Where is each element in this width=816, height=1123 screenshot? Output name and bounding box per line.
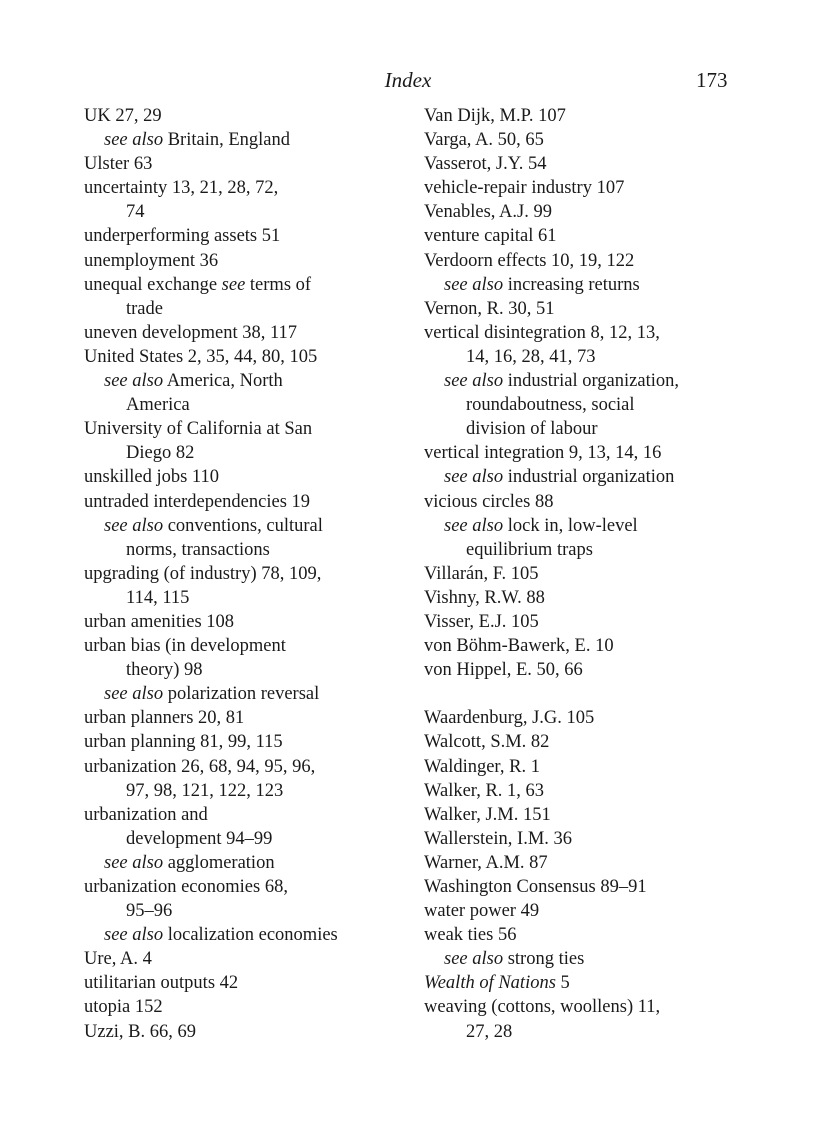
index-entry: vicious circles 88	[424, 491, 554, 512]
index-entry: utopia 152	[84, 997, 163, 1018]
index-entry: underperforming assets 51	[84, 226, 281, 247]
index-cross-reference: see also America, North	[104, 371, 283, 392]
index-entry-italic-title: Wealth of Nations 5	[424, 973, 570, 994]
index-entry: Ulster 63	[84, 154, 153, 175]
index-entry: Waardenburg, J.G. 105	[424, 708, 595, 729]
index-cross-reference: see also lock in, low-level	[444, 515, 638, 536]
index-entry: weaving (cottons, woollens) 11,	[424, 997, 661, 1018]
index-entry: unequal exchange see terms of	[84, 274, 312, 295]
index-entry-continuation: 27, 28	[466, 1021, 513, 1042]
index-entry-continuation: norms, transactions	[126, 539, 270, 560]
index-entry: upgrading (of industry) 78, 109,	[84, 563, 322, 584]
section-gap	[424, 682, 754, 706]
index-entry: Vishny, R.W. 88	[424, 587, 545, 608]
index-entry-continuation: 74	[126, 202, 145, 223]
index-entry: Washington Consensus 89–91	[424, 877, 647, 897]
index-entry: water power 49	[424, 901, 540, 922]
index-entry: Uzzi, B. 66, 69	[84, 1021, 197, 1042]
index-entry: Warner, A.M. 87	[424, 852, 548, 873]
index-entry-continuation: theory) 98	[126, 660, 203, 681]
index-column-left	[84, 104, 414, 1044]
index-entry: Vasserot, J.Y. 54	[424, 154, 547, 175]
index-entry: urban amenities 108	[84, 611, 235, 632]
index-entry: Van Dijk, M.P. 107	[424, 106, 566, 126]
index-entry: uneven development 38, 117	[84, 322, 298, 343]
index-entry: weak ties 56	[424, 925, 517, 946]
index-entry: Visser, E.J. 105	[424, 611, 539, 632]
index-entry: uncertainty 13, 21, 28, 72,	[84, 178, 279, 199]
index-entry: urbanization economies 68,	[84, 877, 288, 897]
index-entry-continuation: 14, 16, 28, 41, 73	[466, 346, 596, 367]
index-entry: Wallerstein, I.M. 36	[424, 828, 573, 849]
index-entry: von Böhm-Bawerk, E. 10	[424, 636, 614, 657]
index-entry: venture capital 61	[424, 226, 557, 247]
index-entry-continuation: division of labour	[466, 419, 598, 440]
index-entry-continuation: roundaboutness, social	[466, 395, 635, 416]
index-entry: von Hippel, E. 50, 66	[424, 660, 583, 681]
index-entry: vertical disintegration 8, 12, 13,	[424, 322, 660, 343]
index-entry: University of California at San	[84, 419, 313, 440]
index-entry: unemployment 36	[84, 250, 219, 271]
index-column-right	[424, 104, 754, 1044]
index-cross-reference: see also increasing returns	[444, 274, 640, 295]
index-entry: urban planners 20, 81	[84, 708, 245, 729]
index-entry: urbanization 26, 68, 94, 95, 96,	[84, 756, 316, 777]
index-entry: Varga, A. 50, 65	[424, 130, 544, 151]
index-cross-reference: see also conventions, cultural	[104, 515, 323, 536]
index-entry: urban bias (in development	[84, 636, 286, 657]
index-cross-reference: see also industrial organization	[444, 467, 675, 488]
index-entry: Venables, A.J. 99	[424, 202, 552, 223]
index-entry: Verdoorn effects 10, 19, 122	[424, 250, 635, 271]
index-entry: untraded interdependencies 19	[84, 491, 311, 512]
index-entry-continuation: America	[126, 395, 190, 416]
index-cross-reference: see also Britain, England	[104, 130, 291, 151]
index-entry-continuation: 114, 115	[126, 587, 190, 608]
index-entry: United States 2, 35, 44, 80, 105	[84, 346, 318, 367]
index-entry-continuation: development 94–99	[126, 828, 273, 849]
index-entry: utilitarian outputs 42	[84, 973, 239, 994]
index-cross-reference: see also agglomeration	[104, 852, 275, 873]
index-cross-reference: see also localization economies	[104, 925, 338, 946]
index-cross-reference: see also polarization reversal	[104, 684, 320, 705]
index-entry-continuation: 97, 98, 121, 122, 123	[126, 780, 284, 801]
index-entry: Walker, J.M. 151	[424, 804, 551, 825]
index-entry-continuation: trade	[126, 298, 163, 319]
running-head-title: Index	[384, 68, 432, 92]
index-entry-continuation: Diego 82	[126, 443, 195, 464]
index-entry: Walker, R. 1, 63	[424, 780, 545, 801]
index-entry: vehicle-repair industry 107	[424, 178, 625, 199]
page-number: 173	[696, 68, 728, 92]
index-entry: Waldinger, R. 1	[424, 756, 540, 777]
index-entry: UK 27, 29	[84, 106, 162, 126]
index-entry: Villarán, F. 105	[424, 563, 539, 584]
index-entry-continuation: equilibrium traps	[466, 539, 593, 560]
index-cross-reference: see also strong ties	[444, 949, 585, 970]
index-entry-continuation: 95–96	[126, 901, 173, 922]
index-entry: vertical integration 9, 13, 14, 16	[424, 443, 662, 464]
index-cross-reference: see also industrial organization,	[444, 371, 679, 392]
index-entry: Vernon, R. 30, 51	[424, 298, 555, 319]
index-entry: unskilled jobs 110	[84, 467, 219, 488]
index-entry: Walcott, S.M. 82	[424, 732, 550, 753]
index-entry: Ure, A. 4	[84, 949, 152, 970]
index-entry: urban planning 81, 99, 115	[84, 732, 283, 753]
index-entry: urbanization and	[84, 804, 208, 825]
